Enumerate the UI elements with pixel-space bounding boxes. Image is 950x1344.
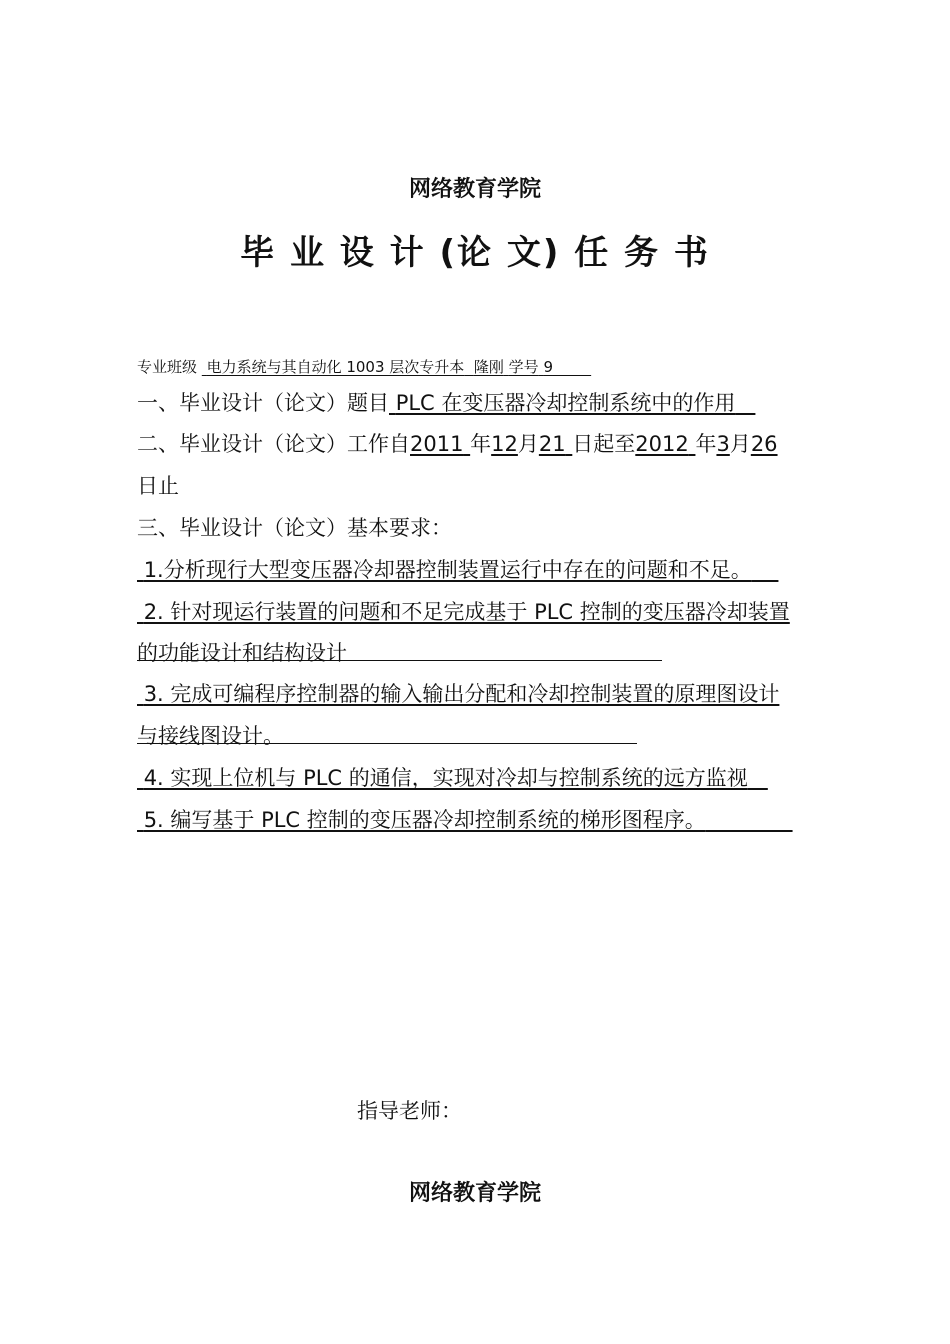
student-info-value (202, 356, 591, 377)
requirement-text: 5. 编写基于 PLC 控制的变压器冷却控制系统的梯形图程序。 (143, 808, 706, 832)
advisor-label: 指导老师： (357, 1099, 462, 1123)
to-text: 日起至 (572, 432, 636, 456)
major-label: 专业班级 (137, 358, 198, 376)
id-label: 学号 (508, 358, 539, 376)
topic-line (137, 387, 755, 417)
end-day: 26 (750, 432, 778, 456)
requirement-item (137, 554, 812, 584)
requirements-heading: 三、毕业设计（论文）基本要求： (137, 516, 452, 540)
start-year: 2011 (410, 432, 464, 456)
requirement-item (137, 804, 793, 834)
end-year: 2012 (635, 432, 689, 456)
requirement-item (137, 637, 662, 665)
period-label: 二、毕业设计（论文）工作自 (137, 432, 410, 456)
requirement-item (137, 720, 637, 748)
year-char-2: 年 (695, 432, 717, 456)
requirement-text: 1.分析现行大型变压器冷却器控制装置运行中存在的问题和不足。 (143, 558, 752, 582)
month-char-2: 月 (729, 432, 751, 456)
student-info-line (137, 356, 591, 377)
page-title: 毕 业 设 计 (论 文) 任 务 书 (240, 233, 710, 273)
requirement-item (137, 678, 779, 708)
end-month: 3 (716, 432, 730, 456)
requirement-text: 与接线图设计。 (137, 724, 284, 748)
requirement-text: 的功能设计和结构设计 (137, 641, 347, 665)
year-char: 年 (470, 432, 492, 456)
start-day: 21 (538, 432, 566, 456)
start-month: 12 (491, 432, 518, 456)
major-value: 电力系统与其自动化 1003 层次专升本 (206, 358, 465, 376)
id-value: 9 (543, 358, 553, 376)
institution-footer: 网络教育学院 (408, 1181, 541, 1206)
requirement-item (137, 596, 790, 626)
requirement-text: 2. 针对现运行装置的问题和不足完成基于 PLC 控制的变压器冷却装置 (143, 600, 790, 624)
topic-value-wrap (389, 391, 755, 415)
institution-header: 网络教育学院 (408, 177, 541, 202)
topic-label: 一、毕业设计（论文）题目 (137, 391, 389, 415)
period-line (137, 428, 778, 458)
topic-value: PLC 在变压器冷却控制系统中的作用 (395, 391, 736, 415)
month-char: 月 (517, 432, 539, 456)
period-end-text: 日止 (137, 474, 179, 498)
requirement-text: 4. 实现上位机与 PLC 的通信，实现对冷却与控制系统的远方监视 (143, 766, 748, 790)
student-name: 隆刚 (473, 358, 504, 376)
requirement-text: 3. 完成可编程序控制器的输入输出分配和冷却控制装置的原理图设计 (143, 682, 780, 706)
requirement-item (137, 762, 768, 792)
